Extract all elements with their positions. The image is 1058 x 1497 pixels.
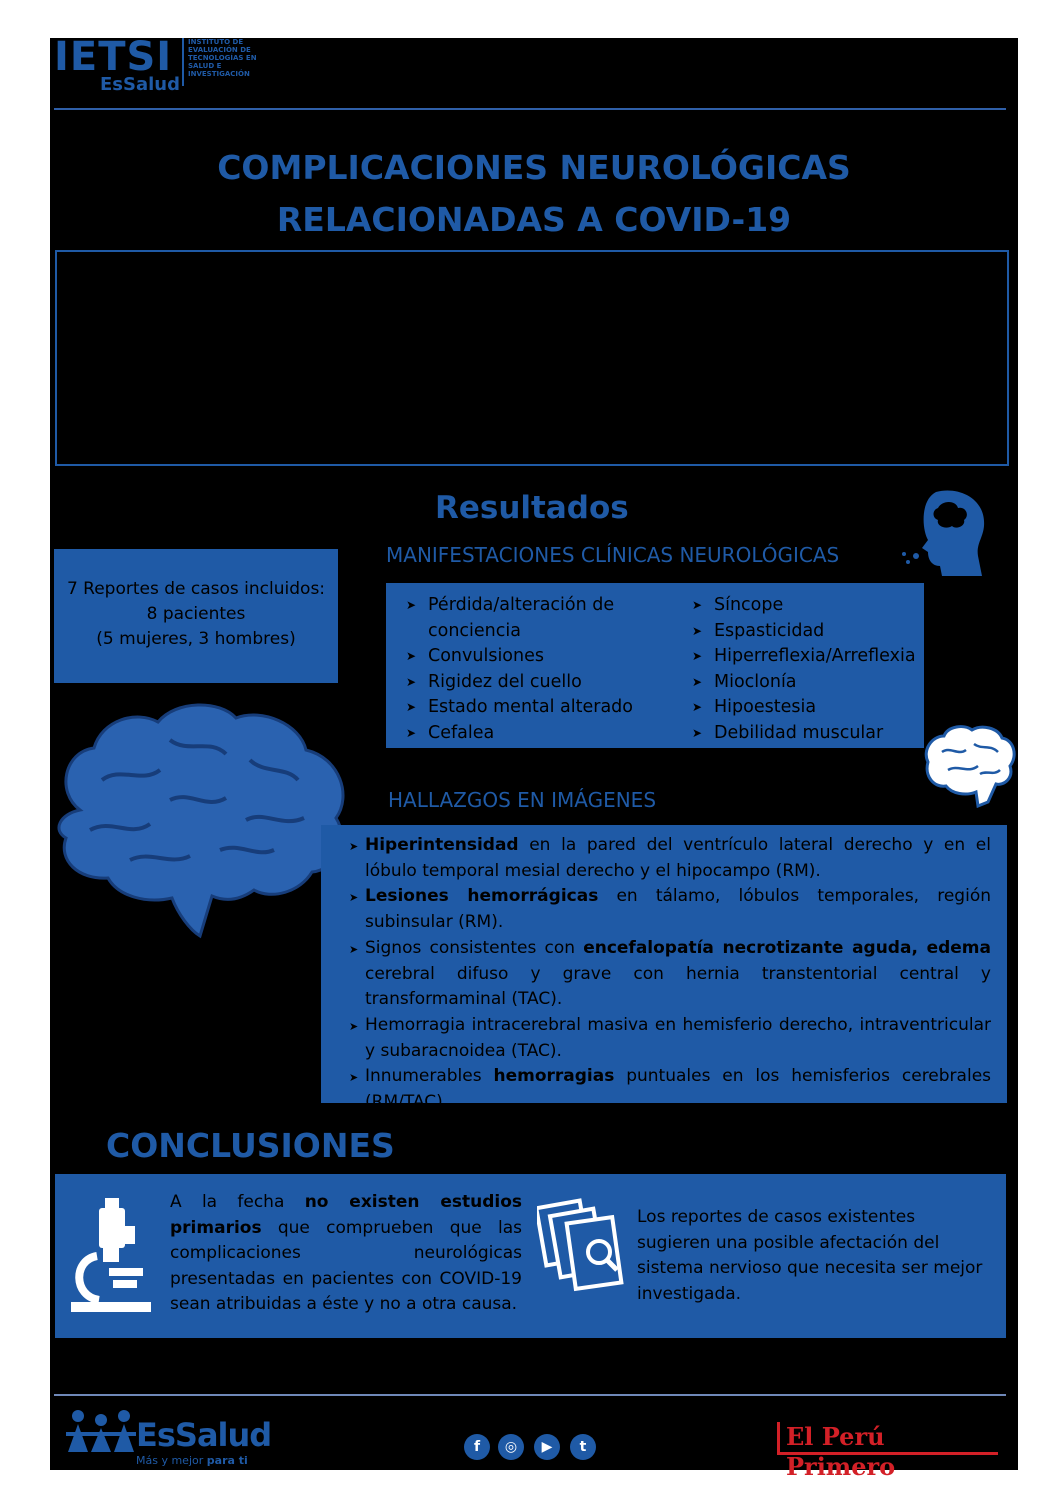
list-item: ➤ Síncope (672, 593, 932, 619)
patients-count: 8 pacientes (146, 604, 246, 624)
list-item: ➤ Mioclonía (672, 670, 932, 696)
list-item: ➤ Lesiones hemorrágicas en tálamo, lóbulos temporales, región subinsular (RM). (349, 886, 991, 933)
list-item: ➤ Convulsiones (386, 644, 676, 670)
list-item: ➤ Hiperreflexia/Arreflexia (672, 644, 932, 670)
ietsi-logo (54, 34, 180, 95)
resultados-heading: Resultados (435, 490, 629, 526)
arrow-icon: ➤ (349, 840, 359, 853)
essalud-brand-text: EsSalud (136, 1416, 272, 1454)
poster-page (50, 34, 1018, 1481)
institute-line: INSTITUTO DE (188, 38, 244, 46)
arrow-icon: ➤ (406, 674, 417, 689)
summary-box (55, 250, 1009, 466)
arrow-icon: ➤ (406, 725, 417, 740)
arrow-icon: ➤ (692, 674, 703, 689)
manifestaciones-col-2 (672, 593, 932, 746)
title-line-1: COMPLICACIONES NEUROLÓGICAS (217, 148, 851, 187)
hallazgos-label: HALLAZGOS EN IMÁGENES (388, 788, 657, 812)
arrow-icon: ➤ (692, 598, 703, 612)
head-thinking-icon (896, 486, 992, 578)
family-icon (66, 1408, 136, 1454)
conclusiones-heading: CONCLUSIONES (106, 1126, 395, 1165)
institute-line: INVESTIGACIÓN (188, 70, 250, 78)
youtube-icon[interactable]: ▶ (534, 1434, 560, 1460)
manifestaciones-box (386, 583, 924, 748)
arrow-icon: ➤ (406, 649, 417, 663)
institute-line: EVALUACIÓN DE (188, 46, 251, 54)
arrow-icon: ➤ (692, 700, 703, 714)
twitter-icon[interactable]: t (570, 1434, 596, 1460)
arrow-icon: ➤ (692, 623, 703, 638)
arrow-icon: ➤ (692, 725, 703, 740)
arrow-icon: ➤ (349, 1071, 359, 1085)
institute-line: SALUD E (188, 62, 222, 70)
list-item: ➤ Signos consistentes con encefalopatía necrotizante aguda, edema cerebral difuso y grave con hernia transtentorial central y transformaminal (TAC). (349, 937, 991, 1010)
logo-sub-text: EsSalud (100, 74, 180, 95)
arrow-icon: ➤ (349, 1019, 359, 1033)
document-search-icon (537, 1198, 625, 1296)
list-item: ➤ Pérdida/alteración de conciencia (406, 595, 615, 641)
header-divider (54, 108, 1006, 110)
instagram-icon[interactable]: ◎ (498, 1434, 524, 1460)
list-item: ➤ Hemorragia intracerebral masiva en hemisferio derecho, intraventricular y subaracnoidea (TAC). (349, 1014, 991, 1061)
conclusion-right-text: Los reportes de casos existentes sugieren una posible afectación del sistema nervioso que necesita ser mejor investigada. (637, 1207, 983, 1304)
reports-summary-box (54, 549, 338, 683)
list-item: ➤ Debilidad muscular (672, 721, 932, 747)
manifestaciones-label: MANIFESTACIONES CLÍNICAS NEUROLÓGICAS (386, 543, 840, 567)
conclusion-left-text: A la fecha no existen estudios primarios que comprueben que las complicaciones neurológicas presentadas en pacientes con COVID-19 sean atribuidas a éste y no a otra causa. (170, 1192, 522, 1314)
brain-outline-icon (918, 722, 1018, 808)
facebook-icon[interactable]: f (464, 1434, 490, 1460)
page-title (50, 142, 1018, 246)
list-item: ➤ Rigidez del cuello (386, 670, 676, 696)
list-item: ➤ Cefalea (386, 721, 676, 747)
arrow-icon: ➤ (406, 700, 417, 714)
logo-main-text: IETSI (54, 34, 173, 80)
hallazgos-box (321, 825, 1007, 1113)
list-item: ➤ Hipoestesia (672, 695, 932, 721)
brain-illustration (50, 700, 355, 942)
list-item: ➤ Espasticidad (672, 619, 932, 645)
essalud-slogan: Más y mejor para ti (136, 1454, 248, 1467)
arrow-icon: ➤ (349, 891, 359, 905)
arrow-icon: ➤ (406, 598, 417, 612)
conclusiones-box (55, 1174, 1006, 1338)
list-item: ➤ Innumerables hemorragias puntuales en los hemisferios cerebrales (RM/TAC). (349, 1066, 992, 1113)
patients-gender: (5 mujeres, 3 hombres) (96, 629, 296, 649)
hallazgos-list (331, 833, 991, 1116)
institute-line: TECNOLOGÍAS EN (188, 54, 257, 62)
microscope-icon (69, 1196, 153, 1314)
manifestaciones-col-1 (386, 593, 676, 746)
list-item: ➤ Hiperintensidad en la pared del ventrículo lateral derecho y en el lóbulo temporal mesial derecho y el hipocampo (RM). (349, 835, 991, 881)
reports-count: 7 Reportes de casos incluidos: (66, 579, 326, 599)
footer-divider (54, 1394, 1006, 1396)
institute-name (182, 38, 268, 86)
arrow-icon: ➤ (692, 649, 703, 663)
arrow-icon: ➤ (349, 942, 359, 956)
list-item: ➤ Estado mental alterado (386, 695, 676, 721)
title-line-2: RELACIONADAS A COVID-19 (276, 200, 792, 239)
el-peru-primero-logo: El Perú Primero (777, 1422, 998, 1455)
